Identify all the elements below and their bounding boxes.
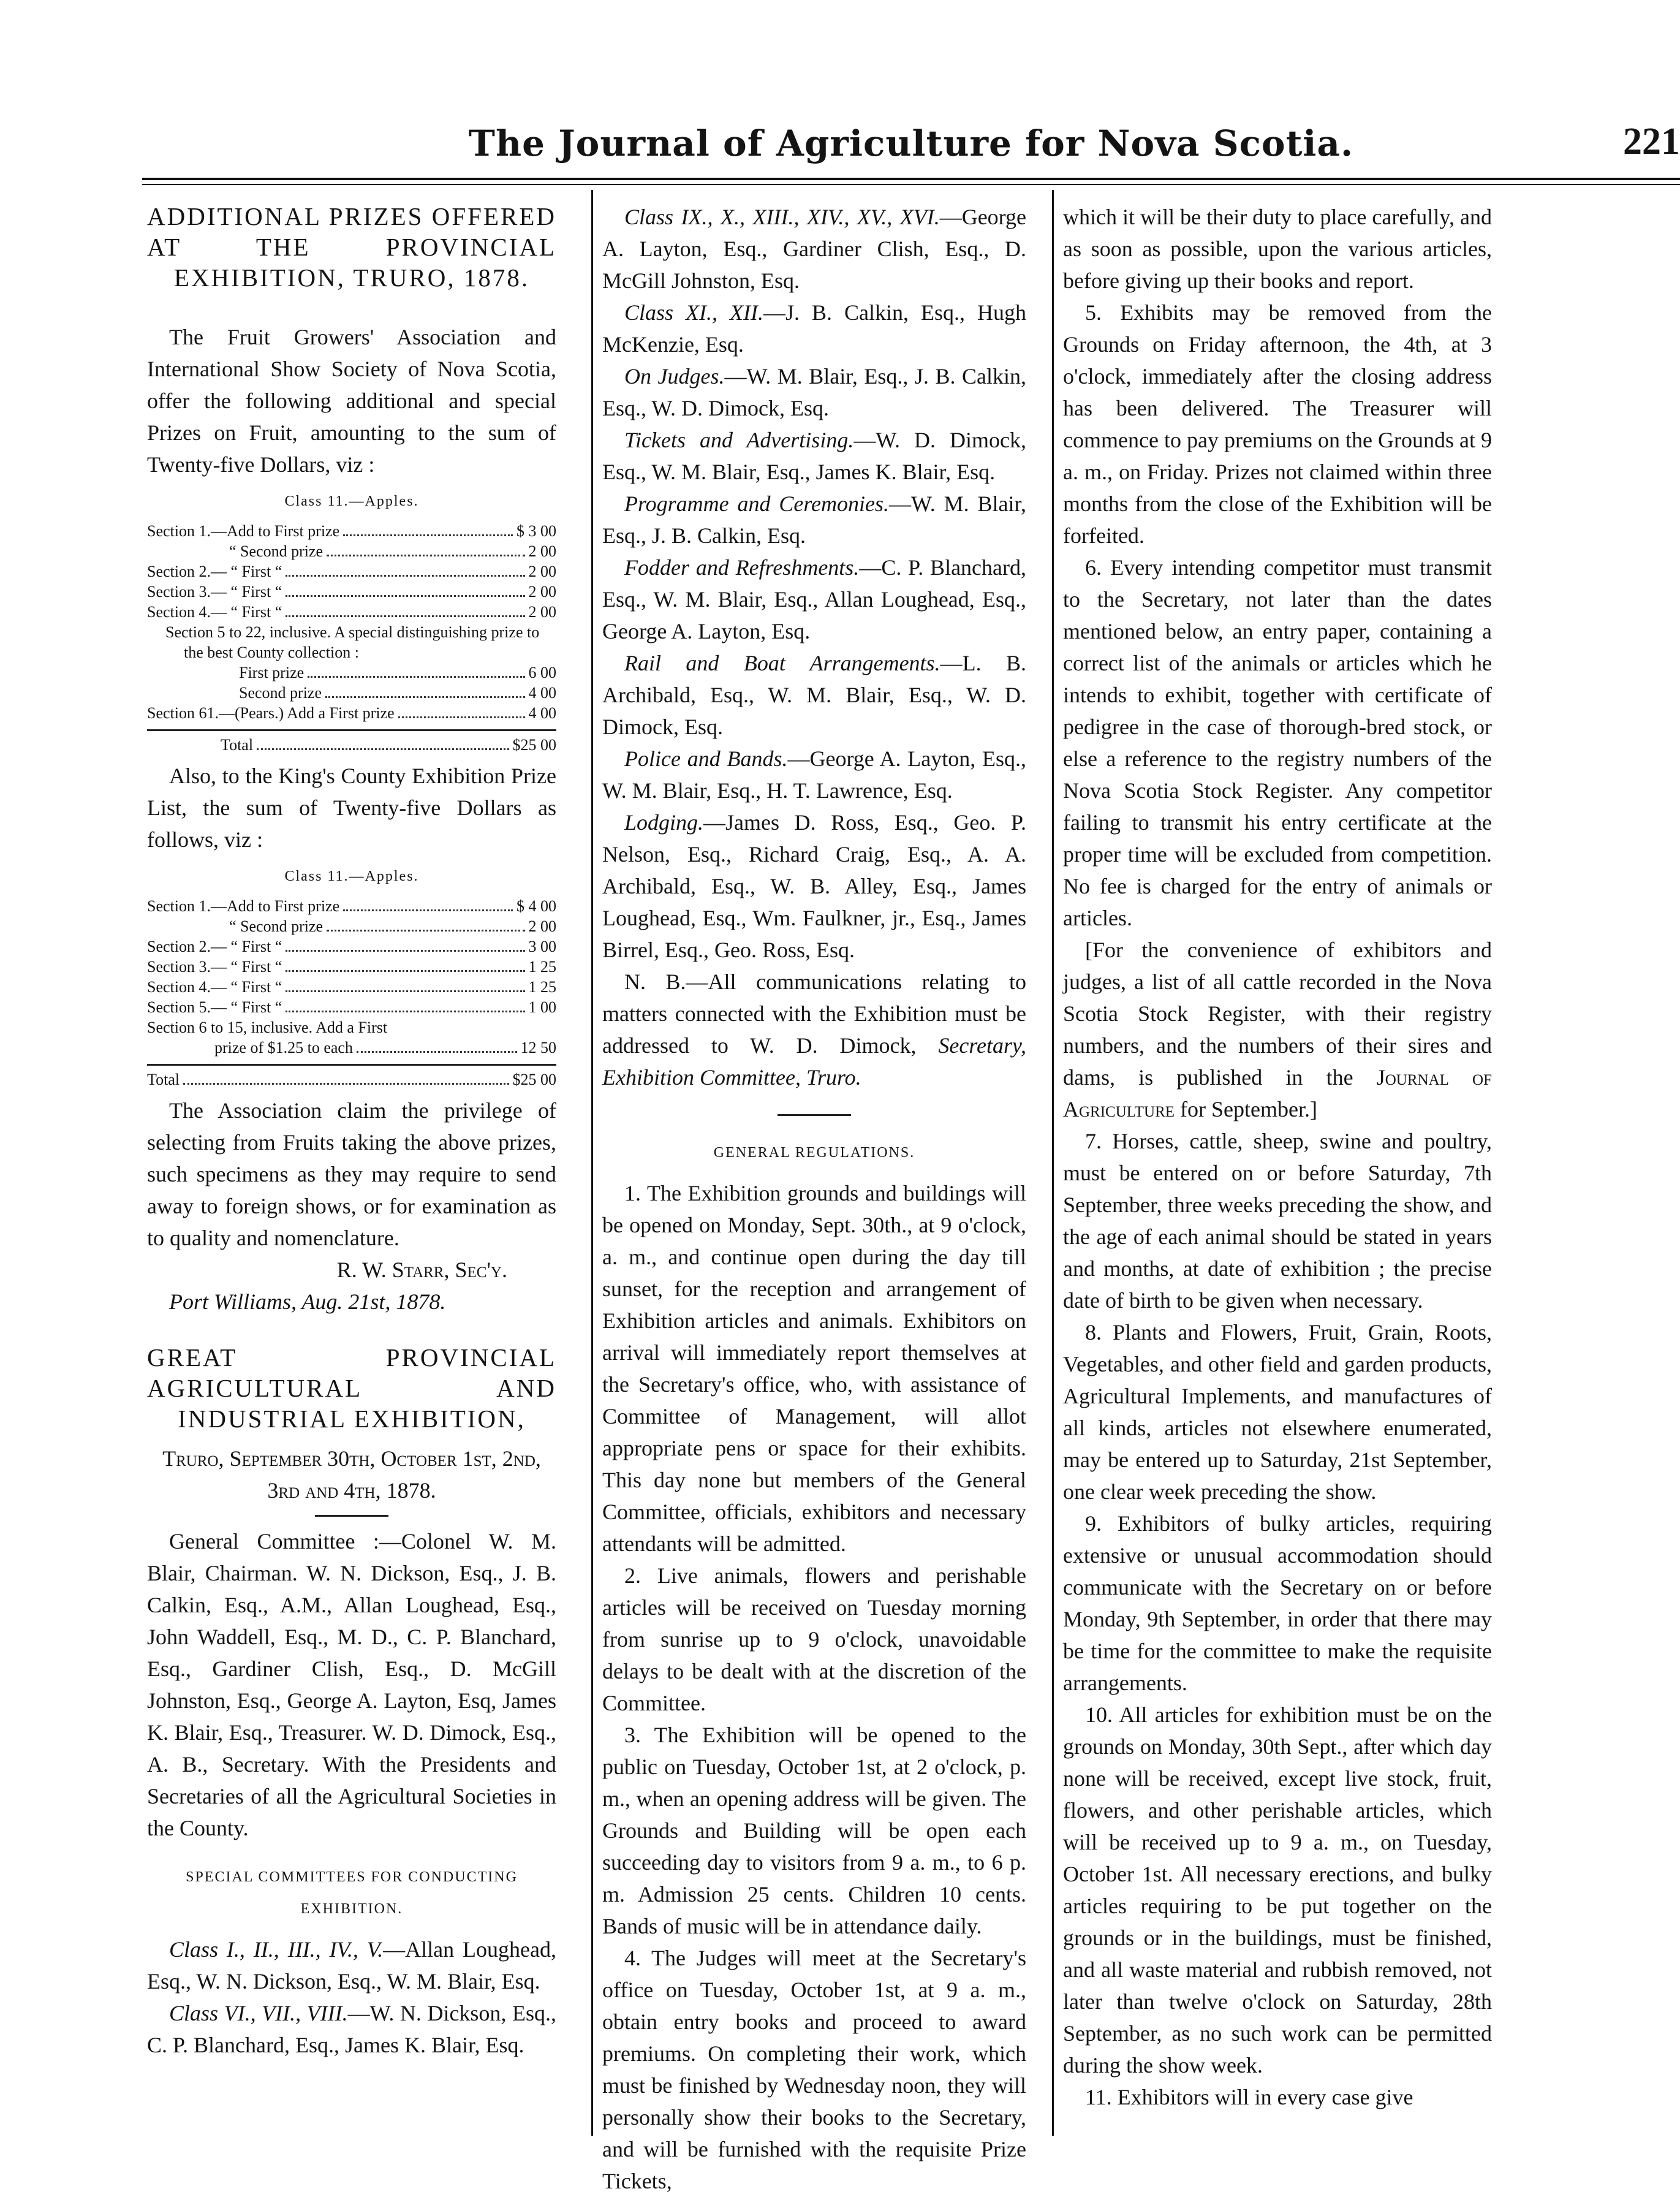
column-3 xyxy=(1063,201,1492,2113)
journal-title: The Journal of Agriculture for Nova Scotia. xyxy=(468,123,1354,164)
prize-row: Section 1.—Add to First prize $ 4 00 xyxy=(147,897,556,915)
committee-entry: On Judges.—W. M. Blair, Esq., J. B. Calkin, Esq., W. D. Dimock, Esq. xyxy=(602,364,1026,420)
prize-total-row: Total $25 00 xyxy=(147,729,556,755)
prize-table-1 xyxy=(147,521,556,755)
dateline: Port Williams, Aug. 21st, 1878. xyxy=(169,1289,446,1314)
committee-entry: Police and Bands.—George A. Layton, Esq., W. M. Blair, Esq., H. T. Lawrence, Esq. xyxy=(602,746,1027,803)
prize-row: Section 3.— “ First “ 2 00 xyxy=(147,583,556,601)
committee-entry: Fodder and Refreshments.—C. P. Blanchard, Esq., W. M. Blair, Esq., Allan Loughead, Esq., George A. Layton, Esq. xyxy=(602,555,1026,643)
prize-row: Section 61.—(Pears.) Add a First prize 4 00 xyxy=(147,704,556,722)
exhibition-dates: Truro, September 30th, October 1st, 2nd, 3rd and 4th, 1878. xyxy=(162,1446,541,1503)
regulation-list xyxy=(1063,1125,1492,2113)
prize-row: Section 2.— “ First “ 3 00 xyxy=(147,938,556,955)
column-1 xyxy=(147,201,556,2061)
committee-entry: Lodging.—James D. Ross, Esq., Geo. P. Nelson, Esq., Richard Craig, Esq., A. A. Archibald, Esq., W. B. Alley, Esq., James Loughead, Esq., Wm. Faulkner, jr., Esq., James Birrel, Esq., Geo. Ross, Esq. xyxy=(602,810,1026,962)
prize-row: Section 4.— “ First “ 1 25 xyxy=(147,978,556,996)
regulation-paragraph: 4. The Judges will meet at the Secretary's office on Tuesday, October 1st, at 9 a. m., obtain entry books and proceed to award premiums. On completing their work, which must be finished by Wednesday noon, they will personally show their books to the Secretary, and will be furnished with the requisite Prize Tickets, xyxy=(602,1946,1026,2193)
column-2 xyxy=(602,201,1026,2197)
column-divider-2 xyxy=(1052,190,1054,2136)
regulation-list xyxy=(602,1177,1026,2197)
short-rule xyxy=(315,1515,388,1517)
committee-list xyxy=(602,201,1026,966)
committee-class-i: Class I., II., III., IV., V.—Allan Loughead, Esq., W. N. Dickson, Esq., W. M. Blair, Esq. xyxy=(147,1937,556,1994)
prize-row: prize of $1.25 to each 12 50 xyxy=(214,1039,556,1057)
prize-row: Section 1.—Add to First prize $ 3 00 xyxy=(147,522,556,540)
prize-table-2 xyxy=(147,896,556,1090)
signature: R. W. Starr, Sec'y. xyxy=(336,1258,507,1282)
committee-entry: Programme and Ceremonies.—W. M. Blair, Esq., J. B. Calkin, Esq. xyxy=(602,491,1026,548)
claim-paragraph: The Association claim the privilege of selecting from Fruits taking the above prizes, such specimens as they may require to send away to foreign shows, or for examination as to quality and nomenclature. xyxy=(147,1098,556,1250)
regulation-paragraph: 7. Horses, cattle, sheep, swine and poultry, must be entered on or before Saturday, 7th September, three weeks preceding the show, and the age of each animal should be stated in years and months, at date of exhibition ; the precise date of birth to be given when necessary. xyxy=(1063,1129,1492,1313)
class-label-2: Class 11.—Apples. xyxy=(284,868,419,884)
prize-row: “ Second prize 2 00 xyxy=(229,917,556,935)
regulation-paragraph: 8. Plants and Flowers, Fruit, Grain, Roots, Vegetables, and other field and garden products, Agricultural Implements, and manufactures of all kinds, articles not elsewhere enumerated, may be entered up to Saturday, 21st September, one clear week preceding the show. xyxy=(1063,1320,1492,1504)
also-paragraph: Also, to the King's County Exhibition Prize List, the sum of Twenty-five Dollars as follows, viz : xyxy=(147,764,556,852)
class-label-1: Class 11.—Apples. xyxy=(284,493,419,509)
header-rule-thin xyxy=(142,184,1680,185)
column-divider-1 xyxy=(591,190,593,2136)
short-rule xyxy=(778,1114,851,1116)
prize-row: First prize 6 00 xyxy=(239,664,556,681)
prize-row: Section 5 to 22, inclusive. A special distinguishing prize to the best County collection : xyxy=(165,623,540,661)
committee-entry: Rail and Boat Arrangements.—L. B. Archibald, Esq., W. M. Blair, Esq., W. D. Dimock, Esq. xyxy=(602,651,1026,739)
stock-register-note: [For the convenience of exhibitors and judges, a list of all cattle recorded in the Nova Scotia Stock Register, with their registry numbers, and the numbers of their sires and dams, is published in the Journal of Agriculture for September.] xyxy=(1063,938,1492,1121)
committee-class-vi: Class VI., VII., VIII.—W. N. Dickson, Esq., C. P. Blanchard, Esq., James K. Blair, Esq. xyxy=(147,2001,556,2057)
general-committee: General Committee :—Colonel W. M. Blair, Chairman. W. N. Dickson, Esq., J. B. Calkin, Esq., A.M., Allan Loughead, Esq., John Waddell, Esq., M. D., C. P. Blanchard, Esq., Gardiner Clish, Esq., D. McGill Johnston, Esq., George A. Layton, Esq, James K. Blair, Esq., Treasurer. W. D. Dimock, Esq., A. B., Secretary. With the Presidents and Secretaries of all the Agricultural Societies in the County. xyxy=(147,1529,556,1840)
regulation-paragraph: 9. Exhibitors of bulky articles, requiring extensive or unusual accommodation should communicate with the Secretary on or before Monday, 9th September, in order that there may be time for the committee to make the requisite arrangements. xyxy=(1063,1511,1492,1695)
intro-paragraph: The Fruit Growers' Association and International Show Society of Nova Scotia, offer the following additional and special Prizes on Fruit, amounting to the sum of Twenty-five Dollars, viz : xyxy=(147,325,556,477)
regulation-paragraph: 2. Live animals, flowers and perishable articles will be received on Tuesday morning from sunrise up to 9 o'clock, unavoidable delays to be dealt with at the discretion of the Committee. xyxy=(602,1563,1026,1715)
heading-great-exhibition: GREAT PROVINCIAL AGRICULTURAL AND INDUSTRIAL EXHIBITION, xyxy=(147,1343,556,1433)
regulation-6: 6. Every intending competitor must transmit to the Secretary, not later than the dates mentioned below, an entry paper, containing a correct list of the animals or articles which he intends to exhibit, together with certificate of pedigree in the case of thorough-bred stock, or else a reference to the registry numbers of the Nova Scotia Stock Register. Any competitor failing to transmit his entry certificate at the proper time will be excluded from competition. No fee is charged for the entry of animals or articles. xyxy=(1063,555,1492,930)
prize-row: Second prize 4 00 xyxy=(239,684,556,702)
committee-entry: Class IX., X., XIII., XIV., XV., XVI.—George A. Layton, Esq., Gardiner Clish, Esq., D. McGill Johnston, Esq. xyxy=(602,205,1026,293)
prize-row: Section 6 to 15, inclusive. Add a First xyxy=(147,1019,388,1036)
regulation-paragraph: 1. The Exhibition grounds and buildings will be opened on Monday, Sept. 30th., at 9 o'clock, a. m., and continue open during the day till sunset, for the reception and arrangement of Exhibition articles and animals. Exhibitors on arrival will immediately report themselves at the Secretary's office, who, with assistance of Committee of Management, will allot appropriate pens or space for their exhibits. This day none but members of the General Committee, officials, exhibitors and necessary attendants will be admitted. xyxy=(602,1181,1026,1556)
header-rule-thick xyxy=(142,178,1680,180)
regulation-continued: which it will be their duty to place carefully, and as soon as possible, upon the various articles, before giving up their books and report. xyxy=(1063,205,1492,293)
regulation-paragraph: 3. The Exhibition will be opened to the public on Tuesday, October 1st, at 2 o'clock, p. m., when an opening address will be given. The Grounds and Building will be open each succeeding day to visitors from 9 a. m., to 6 p. m. Admission 25 cents. Children 10 cents. Bands of music will be in attendance daily. xyxy=(602,1723,1026,1938)
prize-row: Section 3.— “ First “ 1 25 xyxy=(147,958,556,976)
prize-row: Section 2.— “ First “ 2 00 xyxy=(147,563,556,580)
running-header xyxy=(142,114,1680,172)
page-number: 221 xyxy=(1623,121,1680,162)
nb-paragraph: N. B.—All communications relating to matters connected with the Exhibition must be addressed to W. D. Dimock, Secretary, Exhibition Committee, Truro. xyxy=(602,969,1027,1090)
general-regulations-heading: GENERAL REGULATIONS. xyxy=(713,1145,915,1161)
heading-additional-prizes: ADDITIONAL PRIZES OFFERED AT THE PROVINCIAL EXHIBITION, TRURO, 1878. xyxy=(147,202,556,292)
special-committees-heading: SPECIAL COMMITTEES FOR CONDUCTING EXHIBITION. xyxy=(186,1869,518,1917)
committee-entry: Class XI., XII.—J. B. Calkin, Esq., Hugh McKenzie, Esq. xyxy=(602,300,1026,357)
regulation-paragraph: 10. All articles for exhibition must be on the grounds on Monday, 30th Sept., after which day none will be received, except live stock, fruit, flowers, and other perishable articles, which will be received up to 9 a. m., on Tuesday, October 1st. All necessary erections, and bulky articles requiring to be put together on the grounds or in the buildings, must be finished, and all waste material and rubbish removed, not later than twelve o'clock on Saturday, 28th September, as no such work can be permitted during the show week. xyxy=(1063,1702,1492,2077)
prize-row: Section 5.— “ First “ 1 00 xyxy=(147,998,556,1016)
prize-total-row: Total $25 00 xyxy=(147,1064,556,1090)
regulation-paragraph: 11. Exhibitors will in every case give xyxy=(1085,2085,1413,2109)
regulation-5: 5. Exhibits may be removed from the Grounds on Friday afternoon, the 4th, at 3 o'clock, immediately after the closing address has been delivered. The Treasurer will commence to pay premiums on the Grounds at 9 a. m., on Friday. Prizes not claimed within three months from the close of the Exhibition will be forfeited. xyxy=(1063,300,1492,548)
committee-entry: Tickets and Advertising.—W. D. Dimock, Esq., W. M. Blair, Esq., James K. Blair, Esq. xyxy=(602,428,1026,484)
prize-row: Section 4.— “ First “ 2 00 xyxy=(147,603,556,621)
prize-row: “ Second prize 2 00 xyxy=(229,542,556,560)
